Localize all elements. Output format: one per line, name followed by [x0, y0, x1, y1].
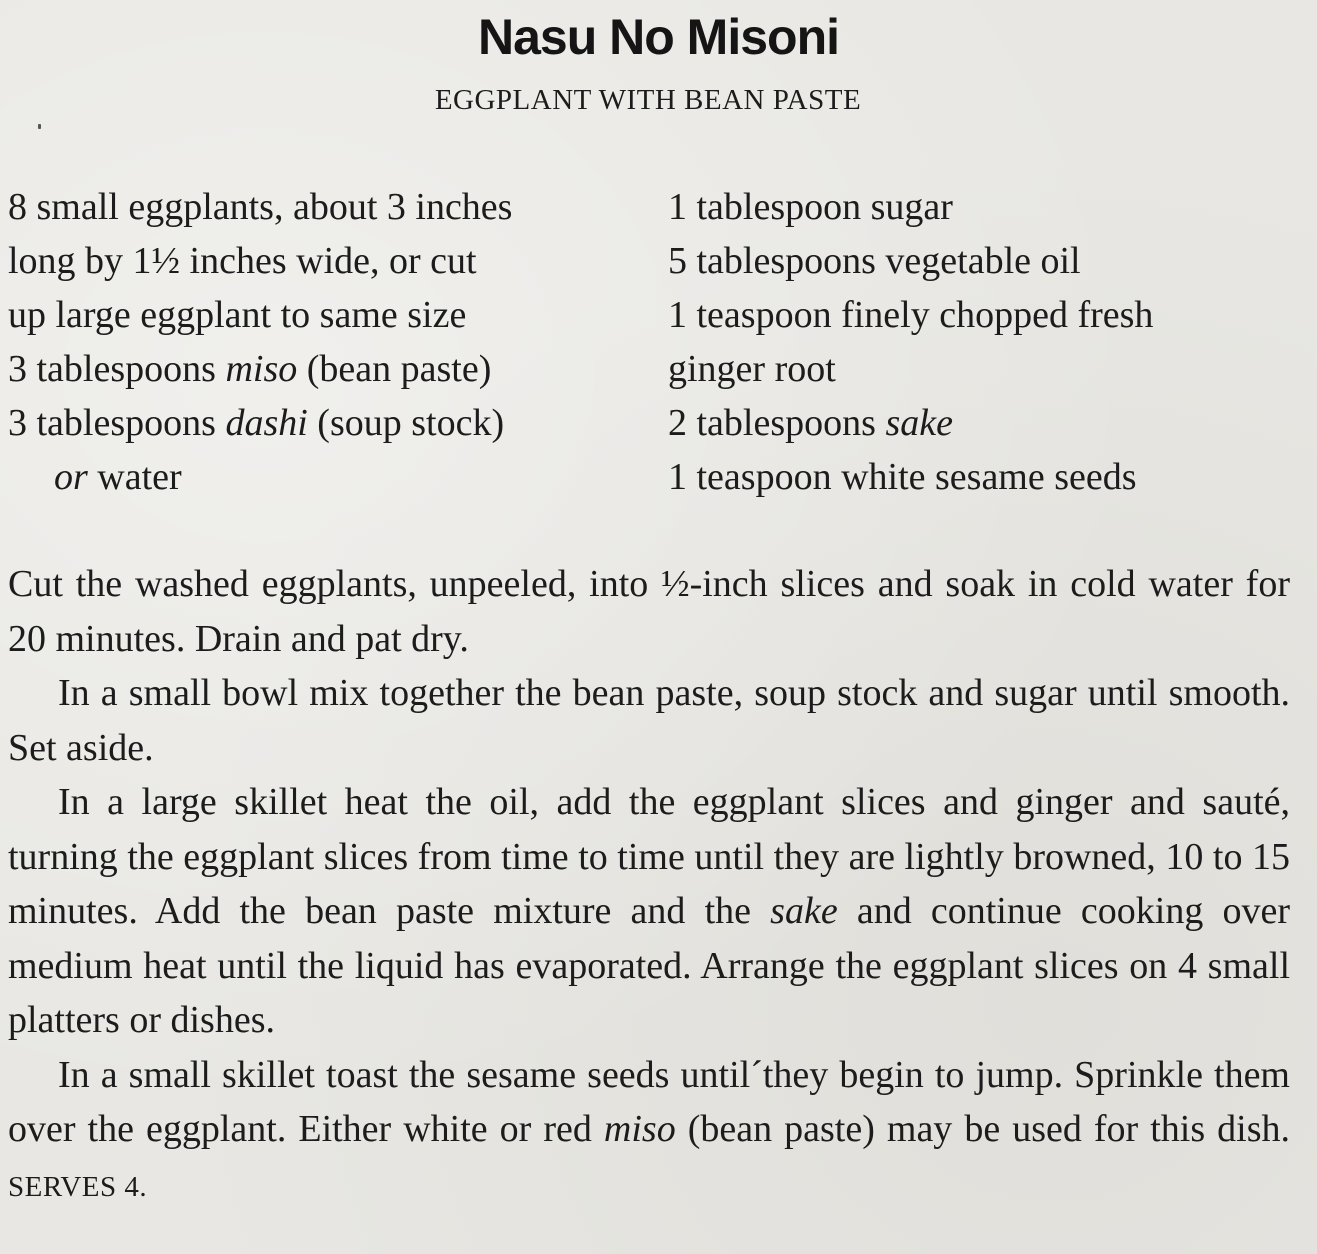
ingredient-italic: miso	[225, 348, 298, 390]
ingredient-text: 3 tablespoons	[8, 402, 226, 444]
ingredient-text: 3 tablespoons	[8, 348, 226, 390]
method-paragraph-3	[8, 775, 1290, 1048]
method-text: (bean paste) may be used for this dish.	[675, 1108, 1290, 1150]
ingredient-italic: dashi	[225, 402, 308, 444]
ingredient-dashi	[8, 396, 648, 450]
recipe-subtitle: EGGPLANT WITH BEAN PASTE	[434, 84, 862, 116]
ingredient-ginger	[668, 288, 1308, 396]
method-italic: miso	[603, 1108, 676, 1150]
ingredient-line: up large eggplant to same size	[8, 294, 467, 336]
method-text: In a large skillet heat the oil, add the eggplant slices and ginger and sauté, turning the eggplant slices from time to time until they are lightly browned, 10 to 15 minutes. Add the bean paste mixture and the	[8, 781, 1290, 932]
print-speck	[38, 124, 41, 129]
method-paragraph-2: In a small bowl mix together the bean paste, soup stock and sugar until smooth. Set aside.	[8, 672, 1290, 769]
ingredient-sesame: 1 teaspoon white sesame seeds	[668, 456, 1137, 498]
ingredient-text: water	[87, 456, 182, 498]
ingredient-italic: or	[54, 456, 88, 498]
ingredient-sake	[668, 396, 1308, 450]
ingredients-right-column	[668, 180, 1308, 504]
ingredient-oil: 5 tablespoons vegetable oil	[668, 240, 1081, 282]
ingredient-line: 8 small eggplants, about 3 inches	[8, 186, 513, 228]
ingredient-text: (bean paste)	[297, 348, 492, 390]
ingredient-line: ginger root	[668, 348, 836, 390]
ingredient-text: 2 tablespoons	[668, 402, 886, 444]
ingredient-miso	[8, 342, 648, 396]
method-paragraph-4	[8, 1048, 1290, 1215]
ingredient-eggplants	[8, 180, 648, 342]
serves-note: SERVES 4.	[8, 1170, 148, 1203]
method-text: In a small skillet toast the sesame seeds until´they begin to jump. Sprinkle them over the eggplant. Either white or red	[8, 1053, 1290, 1150]
ingredient-sugar: 1 tablespoon sugar	[668, 186, 953, 228]
method-italic: sake	[770, 890, 838, 932]
ingredient-text: (soup stock)	[307, 402, 505, 444]
method-paragraph-1: Cut the washed eggplants, unpeeled, into ½-inch slices and soak in cold water for 20 minutes. Drain and pat dry.	[8, 563, 1290, 660]
recipe-title: Nasu No Misoni	[477, 9, 840, 65]
ingredient-line: 1 teaspoon finely chopped fresh	[668, 294, 1154, 336]
ingredient-water	[8, 450, 648, 504]
recipe-method	[8, 557, 1290, 1214]
ingredient-italic: sake	[885, 402, 953, 444]
ingredient-line: long by 1½ inches wide, or cut	[8, 240, 477, 282]
method-text: and continue cooking over medium heat until the liquid has evaporated. Arrange the eggplant slices on 4 small platters or dishes.	[8, 890, 1290, 1041]
ingredients-left-column	[8, 180, 648, 504]
